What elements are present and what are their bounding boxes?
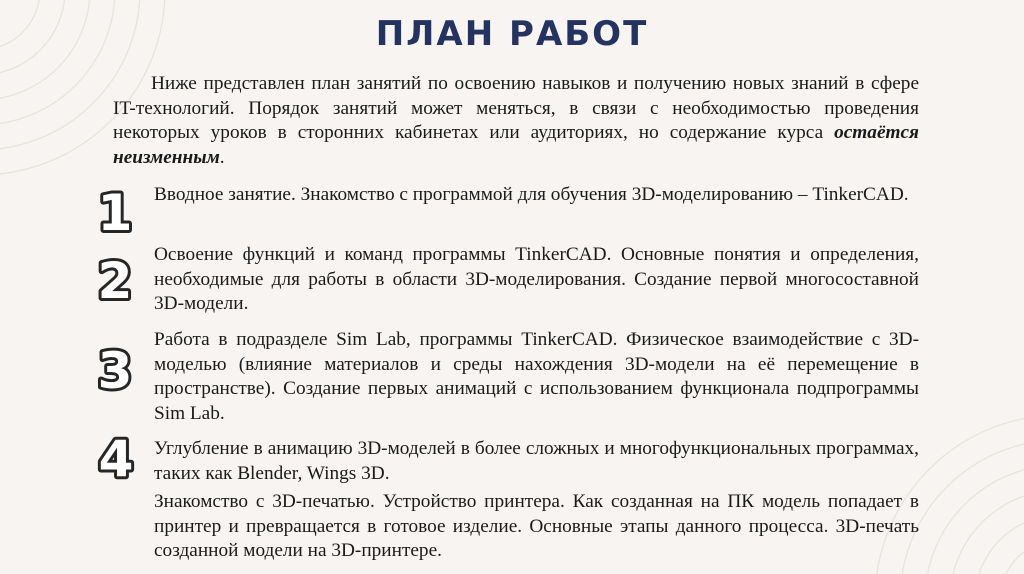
numeral-1-icon <box>98 186 132 238</box>
svg-text:2: 2 <box>97 254 133 306</box>
numeral-3-icon <box>94 344 136 396</box>
numeral-4 <box>94 432 138 484</box>
svg-text:4: 4 <box>98 432 134 484</box>
page-title: ПЛАН РАБОТ <box>375 14 649 54</box>
plan-item-1: Вводное занятие. Знакомство с программой для обучения 3D-моделированию – TinkerCAD. <box>154 184 909 205</box>
svg-text:3: 3 <box>97 344 133 396</box>
numeral-4-icon <box>94 432 138 484</box>
plan-item-5: Знакомство с 3D-печатью. Устройство принтера. Как созданная на ПК модель попадает в принтер и превращается в готовое изделие. Основные этапы данного процесса. 3D-печать созданной модели на 3D-принтере. <box>154 491 919 561</box>
plan-item-4: Углубление в анимацию 3D-моделей в более сложных и многофункциональных программах, таких как Blender, Wings 3D. <box>154 438 919 484</box>
intro-emphasis: остаётся неизменным <box>113 122 919 168</box>
numeral-2 <box>94 254 136 306</box>
numeral-1 <box>98 186 132 238</box>
intro-end: . <box>219 146 225 168</box>
plan-item-3: Работа в подразделе Sim Lab, программы TinkerCAD. Физическое взаимодействие с 3D-моделью (влияние материалов и среды нахождения 3D-модели на её перемещение в пространстве). Создание первых анимаций с использованием функционала подпрограммы Sim Lab. <box>154 329 919 424</box>
numeral-2-icon <box>94 254 136 306</box>
intro-text: Ниже представлен план занятий по освоению навыков и получению новых знаний в сфере IT-технологий. Порядок занятий может меняться, в связи с необходимостью проведения некоторых уроков в сторонних кабинетах или аудиториях, но содержание курса <box>113 73 919 143</box>
numeral-3 <box>94 344 136 396</box>
plan-item-2: Освоение функций и команд программы TinkerCAD. Основные понятия и определения, необходимые для работы в области 3D-моделирования. Создание первой многосоставной 3D-модели. <box>154 244 919 314</box>
intro-paragraph <box>113 72 919 170</box>
svg-text:1: 1 <box>98 186 132 238</box>
